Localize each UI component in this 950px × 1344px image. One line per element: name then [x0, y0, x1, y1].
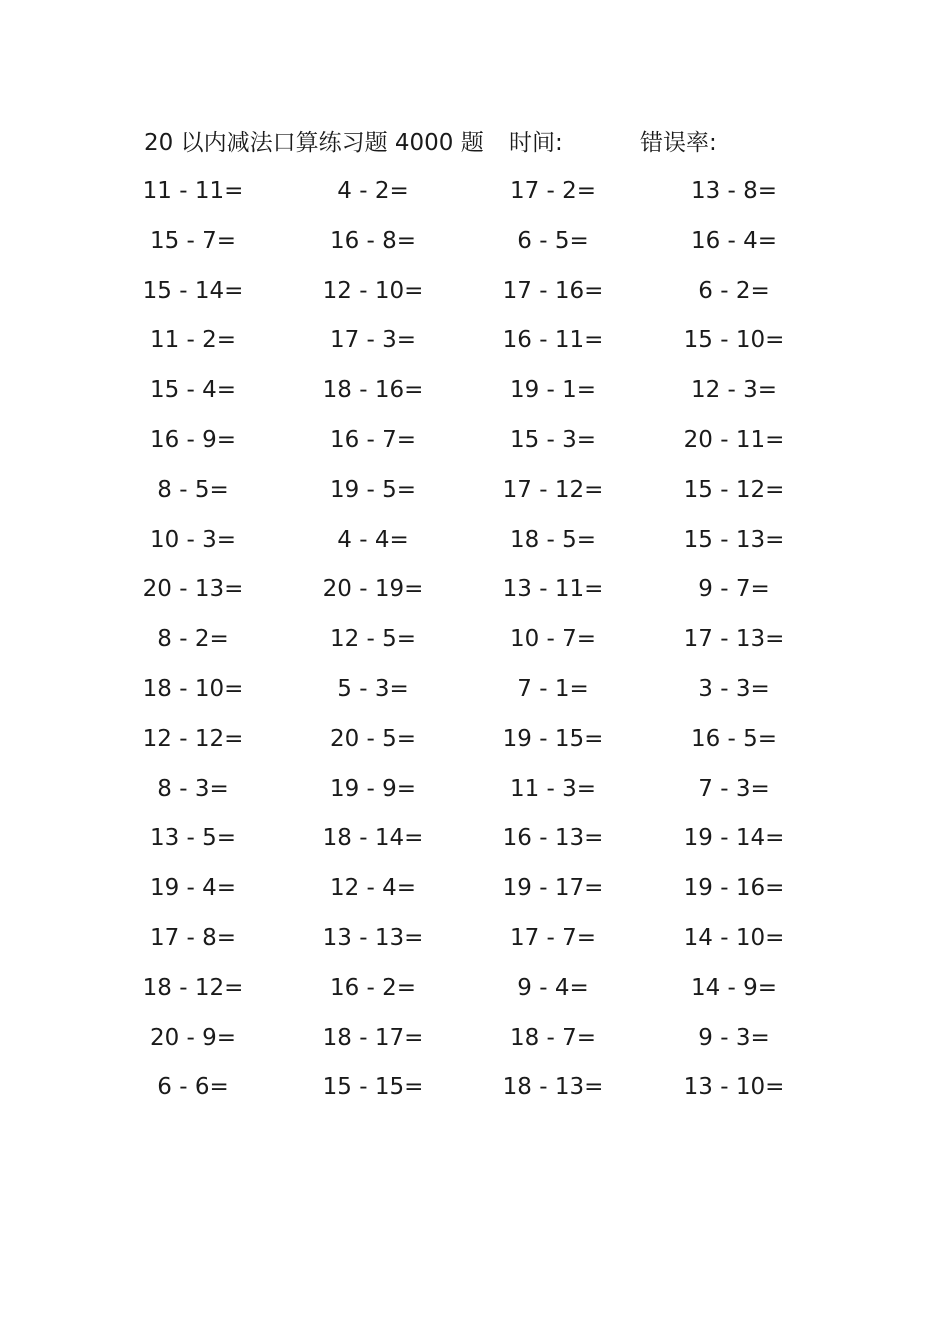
problem-row: [0, 572, 950, 622]
problem-item: 12 - 10=: [322, 277, 424, 304]
problem-item: 19 - 14=: [683, 825, 785, 852]
problem-item: 20 - 9=: [149, 1024, 237, 1051]
problem-item: 19 - 17=: [502, 875, 604, 902]
problem-item: 16 - 4=: [690, 227, 778, 254]
problem-item: 13 - 10=: [683, 1074, 785, 1101]
problem-item: 9 - 3=: [698, 1024, 770, 1051]
problem-item: 15 - 7=: [149, 227, 237, 254]
problem-item: 15 - 10=: [683, 327, 785, 354]
problem-item: 15 - 3=: [509, 426, 597, 453]
problem-item: 9 - 7=: [698, 576, 770, 603]
problem-item: 17 - 12=: [502, 476, 604, 503]
problem-item: 16 - 7=: [329, 426, 417, 453]
problem-item: 13 - 11=: [502, 576, 604, 603]
problem-item: 7 - 1=: [517, 675, 589, 702]
problem-item: 10 - 3=: [149, 526, 237, 553]
problem-row: [0, 274, 950, 324]
problem-item: 18 - 17=: [322, 1024, 424, 1051]
problem-item: 12 - 5=: [329, 626, 417, 653]
problem-item: 15 - 12=: [683, 476, 785, 503]
problem-item: 17 - 3=: [329, 327, 417, 354]
problem-row: [0, 473, 950, 523]
problem-item: 16 - 13=: [502, 825, 604, 852]
problem-item: 15 - 14=: [142, 277, 244, 304]
problem-item: 17 - 16=: [502, 277, 604, 304]
problem-row: [0, 224, 950, 274]
problem-item: 8 - 3=: [157, 775, 229, 802]
problem-item: 18 - 5=: [509, 526, 597, 553]
worksheet-title: 20 以内减法口算练习题 4000 题: [144, 130, 484, 156]
problem-row: [0, 722, 950, 772]
problem-item: 6 - 5=: [517, 227, 589, 254]
problem-item: 13 - 13=: [322, 924, 424, 951]
problem-item: 19 - 15=: [502, 725, 604, 752]
problem-item: 5 - 3=: [337, 675, 409, 702]
worksheet-header: [144, 125, 844, 161]
problem-item: 12 - 4=: [329, 875, 417, 902]
problem-item: 20 - 11=: [683, 426, 785, 453]
problem-row: [0, 672, 950, 722]
problem-item: 20 - 19=: [322, 576, 424, 603]
problem-item: 7 - 3=: [698, 775, 770, 802]
problem-item: 4 - 4=: [337, 526, 409, 553]
problem-item: 18 - 7=: [509, 1024, 597, 1051]
problem-item: 3 - 3=: [698, 675, 770, 702]
problem-item: 13 - 5=: [149, 825, 237, 852]
problem-row: [0, 772, 950, 822]
problem-item: 19 - 4=: [149, 875, 237, 902]
problem-row: [0, 423, 950, 473]
problem-item: 8 - 2=: [157, 626, 229, 653]
problem-item: 4 - 2=: [337, 178, 409, 204]
problem-item: 16 - 11=: [502, 327, 604, 354]
problem-row: [0, 1070, 950, 1120]
problem-row: [0, 373, 950, 423]
problem-item: 19 - 16=: [683, 875, 785, 902]
problem-item: 14 - 10=: [683, 924, 785, 951]
problem-item: 17 - 7=: [509, 924, 597, 951]
problem-row: [0, 821, 950, 871]
problem-item: 16 - 2=: [329, 974, 417, 1001]
problem-row: [0, 174, 950, 224]
problem-item: 17 - 2=: [509, 178, 597, 204]
problem-item: 18 - 14=: [322, 825, 424, 852]
problem-item: 8 - 5=: [157, 476, 229, 503]
problem-row: [0, 871, 950, 921]
problem-item: 19 - 9=: [329, 775, 417, 802]
problem-item: 18 - 10=: [142, 675, 244, 702]
problem-item: 15 - 13=: [683, 526, 785, 553]
problem-item: 16 - 9=: [149, 426, 237, 453]
problem-row: [0, 523, 950, 573]
problem-item: 19 - 5=: [329, 476, 417, 503]
problem-item: 10 - 7=: [509, 626, 597, 653]
problem-item: 20 - 13=: [142, 576, 244, 603]
problem-item: 18 - 16=: [322, 377, 424, 404]
time-label: 时间:: [509, 130, 563, 156]
problem-item: 20 - 5=: [329, 725, 417, 752]
problem-row: [0, 921, 950, 971]
problem-item: 17 - 13=: [683, 626, 785, 653]
problem-row: [0, 971, 950, 1021]
problem-item: 19 - 1=: [509, 377, 597, 404]
problem-item: 12 - 12=: [142, 725, 244, 752]
problem-item: 6 - 2=: [698, 277, 770, 304]
problem-item: 11 - 3=: [509, 775, 597, 802]
problem-item: 18 - 12=: [142, 974, 244, 1001]
problem-item: 12 - 3=: [690, 377, 778, 404]
problem-row: [0, 622, 950, 672]
problem-grid: [0, 174, 950, 1120]
problem-item: 18 - 13=: [502, 1074, 604, 1101]
problem-item: 6 - 6=: [157, 1074, 229, 1101]
problem-row: [0, 1021, 950, 1071]
error-rate-label: 错误率:: [640, 130, 717, 156]
problem-item: 9 - 4=: [517, 974, 589, 1001]
problem-item: 16 - 5=: [690, 725, 778, 752]
problem-item: 16 - 8=: [329, 227, 417, 254]
problem-item: 15 - 15=: [322, 1074, 424, 1101]
problem-row: [0, 323, 950, 373]
problem-item: 14 - 9=: [690, 974, 778, 1001]
problem-item: 17 - 8=: [149, 924, 237, 951]
problem-item: 11 - 11=: [142, 178, 244, 204]
problem-item: 11 - 2=: [149, 327, 237, 354]
problem-item: 15 - 4=: [149, 377, 237, 404]
problem-item: 13 - 8=: [690, 178, 778, 204]
